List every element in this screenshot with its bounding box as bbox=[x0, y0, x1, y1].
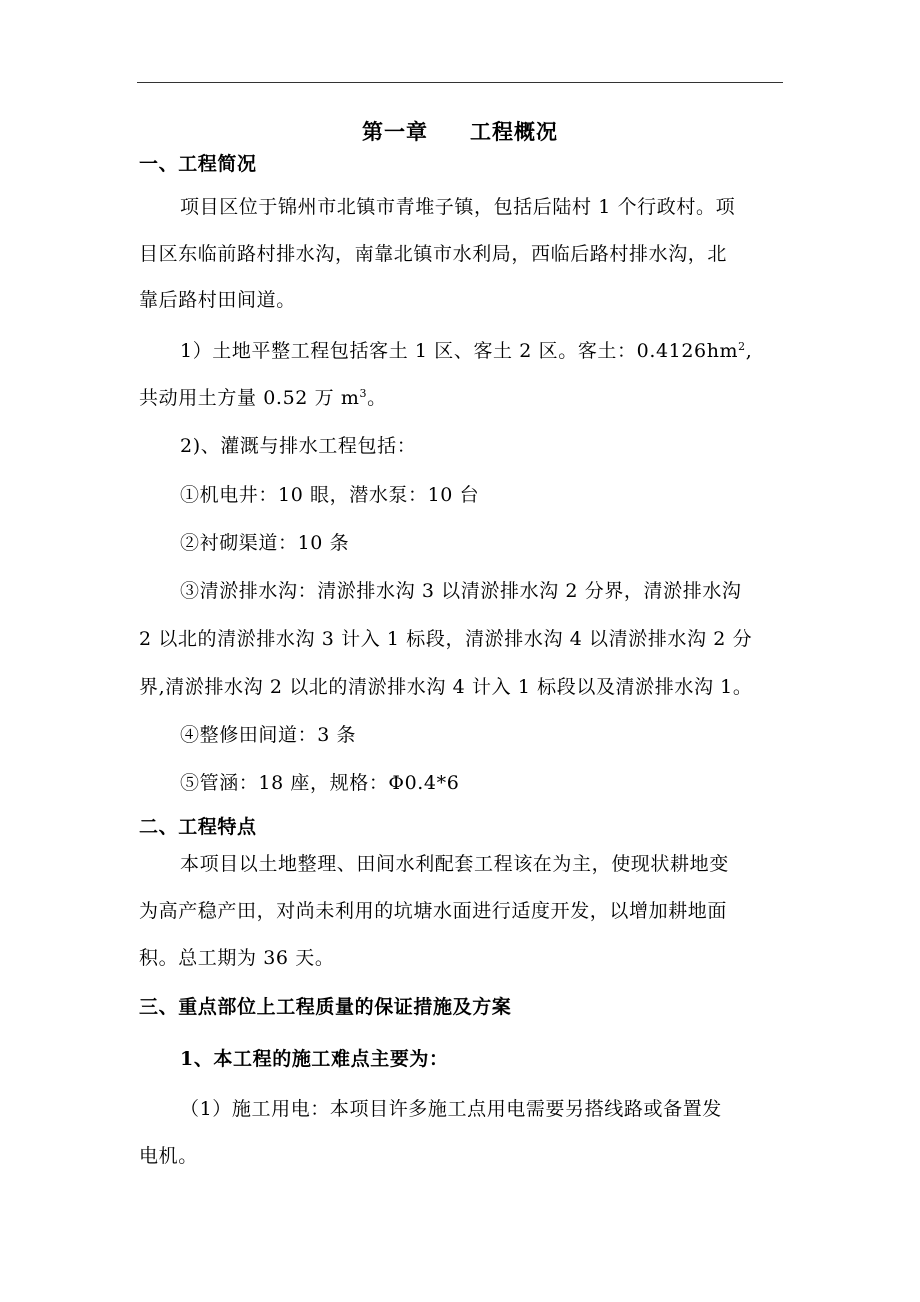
sub-item: ③清淤排水沟：清淤排水沟 3 以清淤排水沟 2 分界，清淤排水沟 bbox=[180, 580, 742, 602]
superscript: 3 bbox=[359, 387, 368, 400]
chapter-title bbox=[0, 116, 920, 146]
item1-line: 1）土地平整工程包括客土 1 区、客土 2 区。客土：$0.4126hm^2$, bbox=[180, 340, 753, 362]
section2-para-line: 为高产稳产田，对尚未利用的坑塘水面进行适度开发，以增加耕地面 bbox=[139, 900, 728, 922]
section1-para-line: 靠后路村田间道。 bbox=[139, 289, 296, 311]
sub-item: ④整修田间道：3 条 bbox=[180, 724, 357, 746]
section3-subheading: 1、本工程的施工难点主要为： bbox=[180, 1048, 449, 1070]
section3-heading: 三、重点部位上工程质量的保证措施及方案 bbox=[139, 996, 512, 1018]
sub-item: ①机电井：10 眼，潜水泵：10 台 bbox=[180, 484, 480, 506]
section3-para-line: 电机。 bbox=[139, 1145, 198, 1167]
sub-item: ②衬砌渠道：10 条 bbox=[180, 532, 350, 554]
superscript: 2 bbox=[738, 340, 746, 353]
section2-heading: 二、工程特点 bbox=[139, 816, 257, 838]
section2-para-line: 本项目以土地整理、田间水利配套工程该在为主，使现状耕地变 bbox=[180, 853, 729, 875]
section3-para-line: （1）施工用电：本项目许多施工点用电需要另搭线路或备置发 bbox=[180, 1098, 722, 1120]
chapter-name: 工程概况 bbox=[470, 119, 558, 144]
section1-para-line: 项目区位于锦州市北镇市青堆子镇，包括后陆村 1 个行政村。项 bbox=[180, 196, 736, 218]
header-rule bbox=[137, 82, 783, 83]
section1-para-line: 目区东临前路村排水沟，南靠北镇市水利局，西临后路村排水沟，北 bbox=[139, 243, 728, 265]
item2-line: 2)、灌溉与排水工程包括： bbox=[180, 435, 417, 457]
sub-item: 2 以北的清淤排水沟 3 计入 1 标段，清淤排水沟 4 以清淤排水沟 2 分 bbox=[139, 628, 753, 650]
sub-item: 界,清淤排水沟 2 以北的清淤排水沟 4 计入 1 标段以及清淤排水沟 1。 bbox=[139, 676, 753, 698]
item1-line: 共动用土方量 0.52 万 $m^3$。 bbox=[139, 387, 387, 409]
section1-heading: 一、工程简况 bbox=[139, 153, 257, 175]
chapter-number: 第一章 bbox=[362, 119, 428, 144]
sub-item: ⑤管涵：18 座，规格：Φ0.4*6 bbox=[180, 772, 460, 794]
section2-para-line: 积。总工期为 36 天。 bbox=[139, 947, 335, 969]
